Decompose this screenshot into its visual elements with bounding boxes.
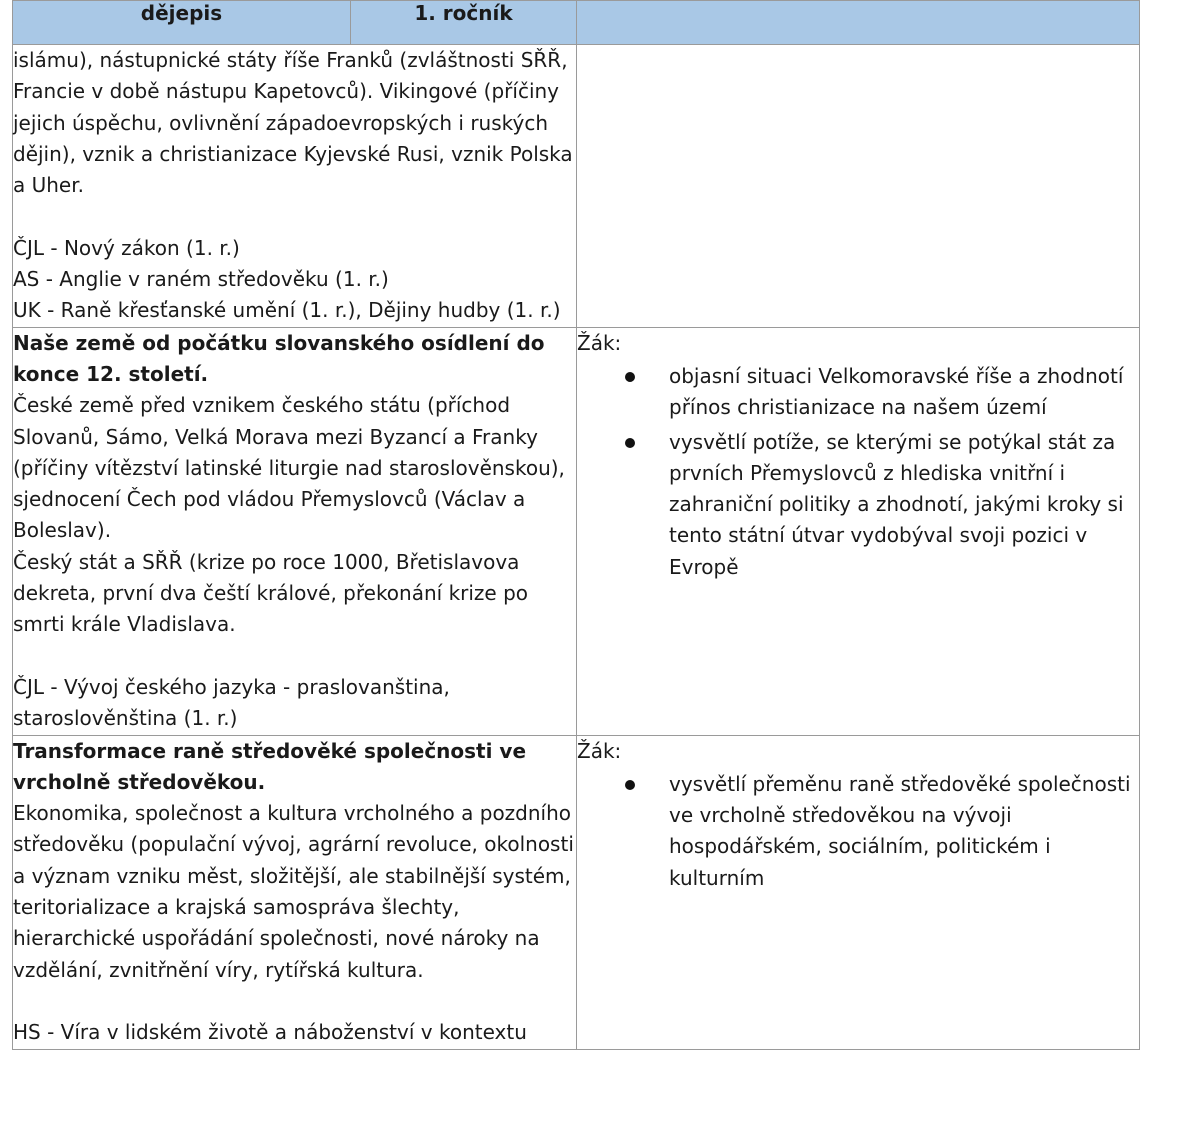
grade-header: 1. ročník [351,1,577,45]
content-paragraph: AS - Anglie v raném středověku (1. r.) [13,267,389,292]
outcomes-cell [577,735,1140,1049]
header-row [13,1,1140,45]
student-label: Žák: [577,738,622,763]
content-cell [13,45,577,328]
content-paragraph: Český stát a SŘŘ (krize po roce 1000, Břetislavova dekreta, první dva čeští králové, překonání krize po smrti krále Vladislava. [13,549,529,637]
topic-heading: Transformace raně středověké společnosti ve vrcholně středověkou. [13,738,527,794]
topic-heading: Naše země od počátku slovanského osídlení do konce 12. století. [13,330,545,386]
outcomes-cell [577,45,1140,328]
content-paragraph: UK - Raně křesťanské umění (1. r.), Dějiny hudby (1. r.) [13,298,561,323]
list-item [577,769,1139,894]
content-paragraph: islámu), nástupnické státy říše Franků (zvláštnosti SŘŘ, Francie v době nástupu Kapetovců). Vikingové (příčiny jejich úspěchu, ovlivnění západoevropských i ruských dějin), vznik a christianizace Kyjevské Rusi, vznik Polska a Uher. [13,48,573,198]
list-item [577,427,1139,583]
bullet-icon [625,438,635,448]
list-item [577,361,1139,424]
blank-line [13,986,576,1017]
empty-header [577,1,1140,45]
outcomes-list [577,361,1139,583]
outcomes-list [577,769,1139,894]
table-row [13,327,1140,735]
content-paragraph: HS - Víra v lidském životě a náboženství v kontextu [13,1020,527,1045]
table-body [13,45,1140,1050]
curriculum-table [12,0,1140,1050]
blank-line [13,641,576,672]
outcome-text: vysvětlí přeměnu raně středověké společnosti ve vrcholně středověkou na vývoji hospodářském, sociálním, politickém i kulturním [669,771,1131,890]
page-fade [0,1093,1200,1133]
content-cell [13,327,577,735]
content-cell [13,735,577,1049]
content-paragraph: České země před vznikem českého státu (příchod Slovanů, Sámo, Velká Morava mezi Byzancí a Franky (příčiny vítězství latinské liturgie nad staroslověnskou), sjednocení Čech pod vládou Přemyslovců (Václav a Boleslav). [13,393,565,543]
bullet-icon [625,372,635,382]
outcome-text: vysvětlí potíže, se kterými se potýkal stát za prvních Přemyslovců z hlediska vnitřní i zahraniční politiky a zhodnotí, jakými kroky si tento státní útvar vydobýval svoji pozici v Evropě [669,429,1124,579]
outcome-text: objasní situaci Velkomoravské říše a zhodnotí přínos christianizace na našem území [669,363,1124,420]
table-row [13,735,1140,1049]
outcomes-cell [577,327,1140,735]
student-label: Žák: [577,330,622,355]
bullet-icon [625,780,635,790]
content-paragraph: ČJL - Nový zákon (1. r.) [13,235,240,260]
subject-header: dějepis [13,1,351,45]
content-paragraph: Ekonomika, společnost a kultura vrcholného a pozdního středověku (populační vývoj, agrární revoluce, okolnosti a význam vzniku měst, složitější, ale stabilnější systém, teritorializace a krajská samospráva šlechty, hierarchické uspořádání společnosti, nové nároky na vzdělání, zvnitřnění víry, rytířská kultura. [13,801,574,982]
blank-line [13,201,576,232]
content-paragraph: ČJL - Vývoj českého jazyka - praslovanština, staroslověnština (1. r.) [13,674,450,731]
table-row [13,45,1140,328]
